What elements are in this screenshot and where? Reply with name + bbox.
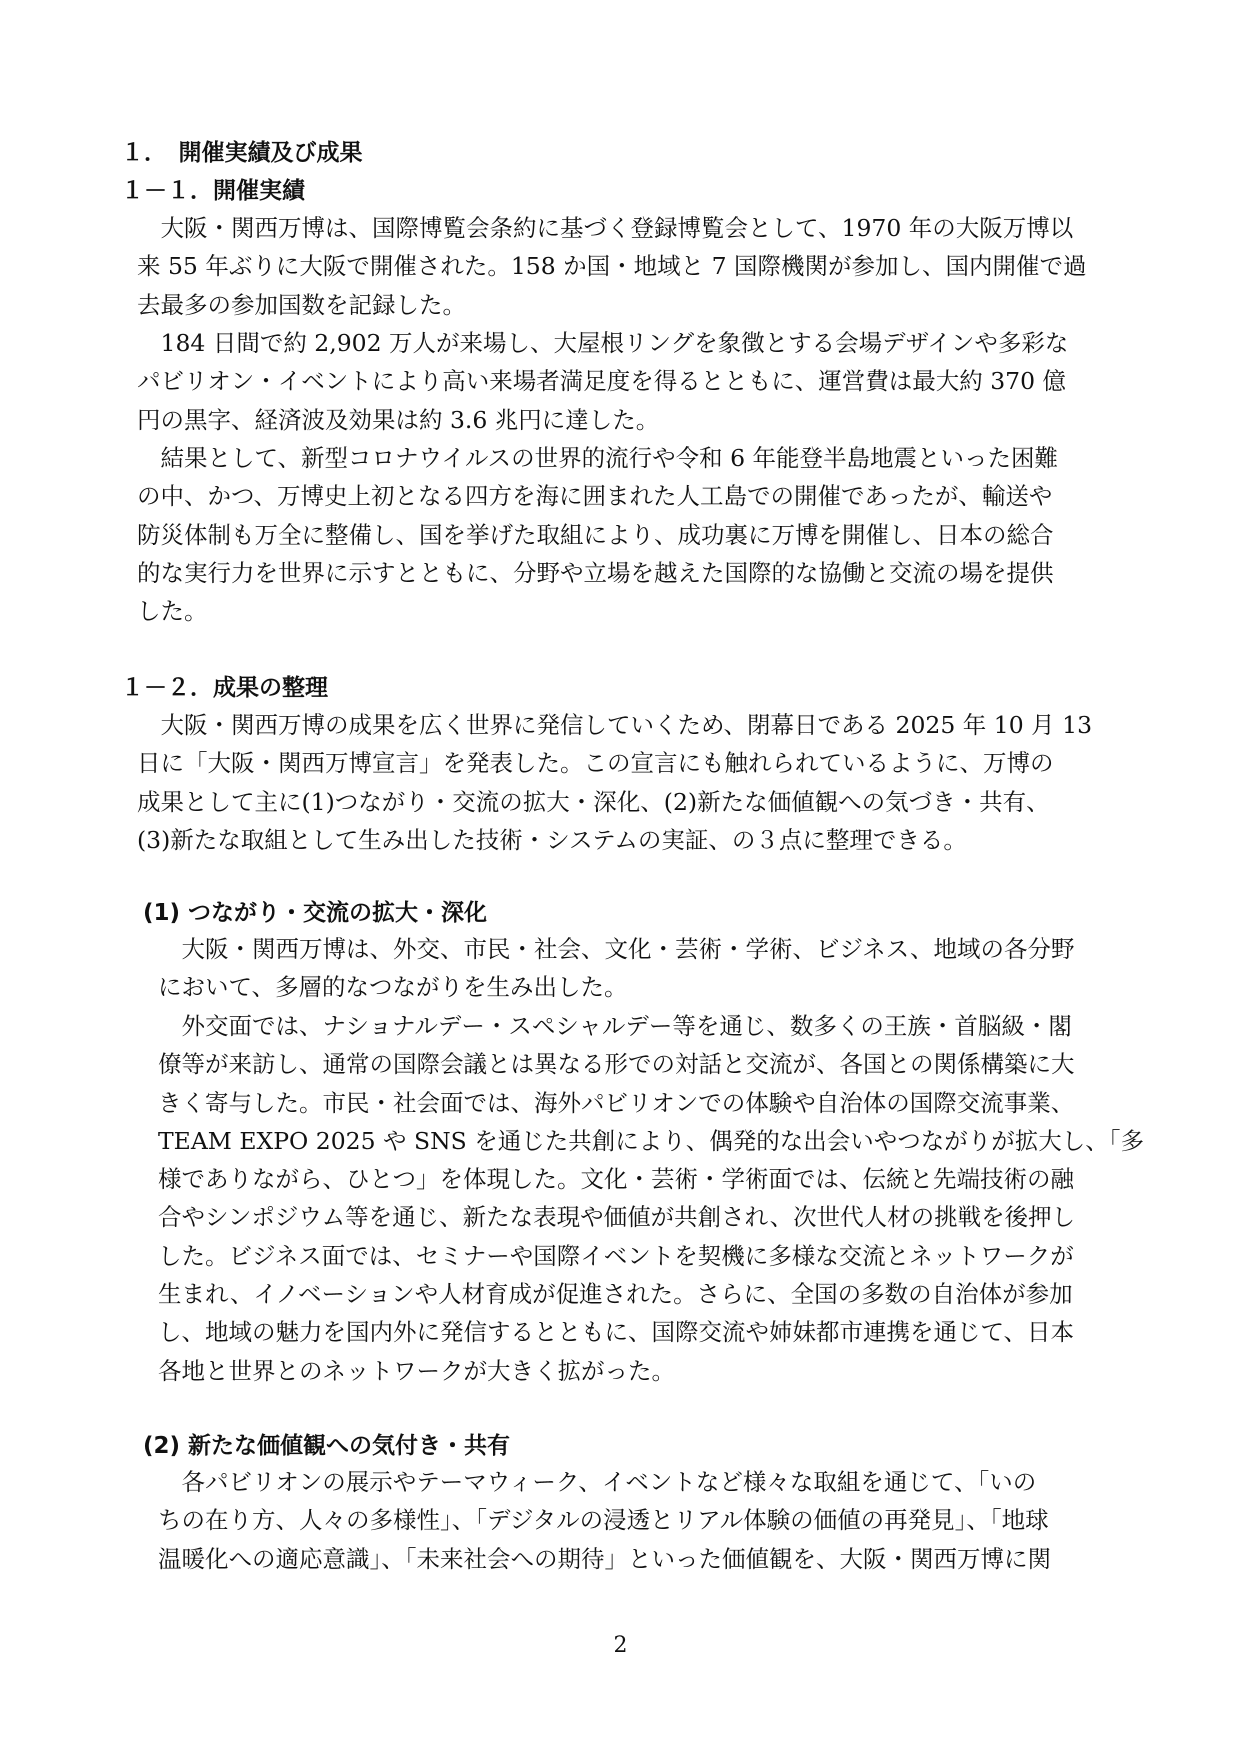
paragraph-5 [158,930,1128,1007]
text-line: 大阪・関西万博は、外交、市民・社会、文化・芸術・学術、ビジネス、地域の各分野 [158,935,1075,963]
paragraph-7 [158,1463,1128,1578]
text-line: 生まれ、イノベーションや人材育成が促進された。さらに、全国の多数の自治体が参加 [158,1280,1073,1309]
text-line: 様でありながら、ひとつ」を体現した。文化・芸術・学術面では、伝統と先端技術の融 [158,1165,1075,1194]
text-line: 円の黒字、経済波及効果は約 3.6 兆円に達した。 [137,405,660,434]
text-line: 日に「大阪・関西万博宣言」を発表した。この宣言にも触れられているように、万博の [137,749,1054,778]
text-line: 来 55 年ぶりに大阪で開催された。158 か国・地域と 7 国際機関が参加し、国内開催で過 [137,252,1087,281]
text-line: において、多層的なつながりを生み出した。 [158,973,628,1002]
text-line: きく寄与した。市民・社会面では、海外パビリオンでの体験や自治体の国際交流事業、 [158,1088,1075,1117]
item-heading-1: (1) つながり・交流の拡大・深化 [143,900,488,926]
text-line: 温暖化への適応意識」、「未来社会への期待」といった価値観を、大阪・関西万博に関 [158,1544,1051,1573]
text-line: 外交面では、ナショナルデー・スペシャルデー等を通じ、数多くの王族・首脳級・閣 [158,1012,1072,1040]
section-heading-1: １． 開催実績及び成果 [121,140,363,166]
text-line: パビリオン・イベントにより高い来場者満足度を得るとともに、運営費は最大約 370 億 [137,367,1067,396]
text-line: 184 日間で約 2,902 万人が来場し、大屋根リングを象徴とする会場デザインや多彩な [137,329,1069,357]
text-line: ちの在り方、人々の多様性」、「デジタルの浸透とリアル体験の価値の再発見」、「地球 [158,1506,1049,1535]
subsection-heading-1-1: １－１．開催実績 [121,178,305,204]
text-line: 的な実行力を世界に示すとともに、分野や立場を越えた国際的な協働と交流の場を提供 [137,558,1054,587]
paragraph-4 [137,706,1127,859]
text-line: (3)新たな取組として生み出した技術・システムの実証、の３点に整理できる。 [137,825,967,854]
text-line: した。ビジネス面では、セミナーや国際イベントを契機に多様な交流とネットワークが [158,1241,1074,1270]
paragraph-2 [137,324,1127,439]
text-line: の中、かつ、万博史上初となる四方を海に囲まれた人工島での開催であったが、輸送や [137,482,1053,511]
subsection-heading-1-2: １－２．成果の整理 [121,675,328,701]
text-line: し、地域の魅力を国内外に発信するとともに、国際交流や姉妹都市連携を通じて、日本 [158,1318,1075,1347]
text-line: 結果として、新型コロナウイルスの世界的流行や令和 6 年能登半島地震といった困難 [137,444,1059,472]
text-line: 僚等が来訪し、通常の国際会議とは異なる形での対話と交流が、各国との関係構築に大 [158,1050,1075,1079]
text-line: 合やシンポジウム等を通じ、新たな表現や価値が共創され、次世代人材の挑戦を後押し [158,1203,1076,1232]
text-line: 大阪・関西万博の成果を広く世界に発信していくため、閉幕日である 2025 年 10 月 13 [137,711,1093,739]
text-line: 大阪・関西万博は、国際博覧会条約に基づく登録博覧会として、1970 年の大阪万博以 [137,214,1074,242]
page-number: 2 [613,1633,628,1658]
text-line: 去最多の参加国数を記録した。 [137,290,466,319]
item-heading-2: (2) 新たな価値観への気付き・共有 [143,1433,511,1459]
paragraph-3 [137,439,1127,630]
text-line: 成果として主に(1)つながり・交流の拡大・深化、(2)新たな価値観への気づき・共有、 [137,787,1050,816]
paragraph-1 [137,209,1127,324]
text-line: した。 [137,597,208,626]
paragraph-6 [158,1007,1144,1390]
text-line: 各地と世界とのネットワークが大きく拡がった。 [158,1356,675,1385]
text-line: 防災体制も万全に整備し、国を挙げた取組により、成功裏に万博を開催し、日本の総合 [137,520,1054,549]
text-line: TEAM EXPO 2025 や SNS を通じた共創により、偶発的な出会いやつながりが拡大し、「多 [158,1126,1144,1155]
text-line: 各パビリオンの展示やテーマウィーク、イベントなど様々な取組を通じて、「いの [158,1468,1037,1496]
